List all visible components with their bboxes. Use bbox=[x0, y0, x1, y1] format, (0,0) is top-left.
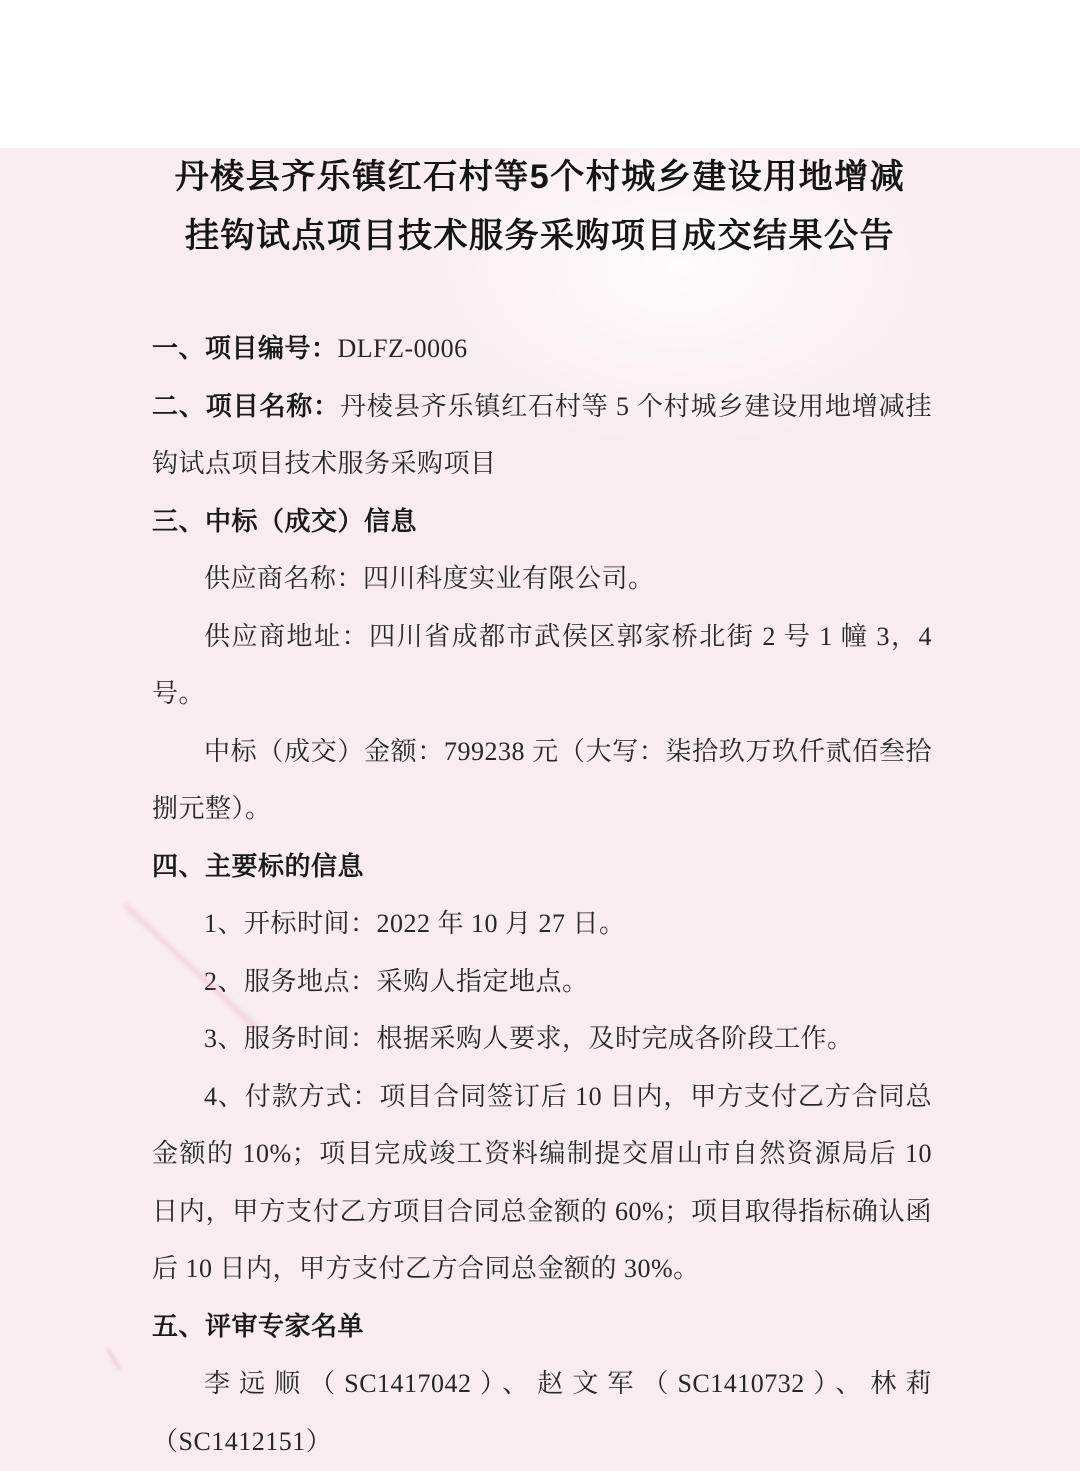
paragraph-supplier-address: 供应商地址：四川省成都市武侯区郭家桥北街 2 号 1 幢 3，4 号。 bbox=[152, 621, 932, 708]
section-heading-award-info: 三、中标（成交）信息 bbox=[152, 505, 418, 536]
paragraph-supplier-name: 供应商名称：四川科度实业有限公司。 bbox=[204, 564, 655, 593]
section-project-name bbox=[152, 378, 932, 493]
paragraph-award-amount: 中标（成交）金额：799238 元（大写：柒拾玖万玖仟贰佰叁拾捌元整）。 bbox=[152, 736, 932, 823]
paragraph-payment-terms: 4、付款方式：项目合同签订后 10 日内，甲方支付乙方合同总金额的 10%；项目完成竣工资料编制提交眉山市自然资源局后 10 日内，甲方支付乙方项目合同总金额的 60%；项目取得指标确认函后 10 日内，甲方支付乙方合同总金额的 30%。 bbox=[152, 1081, 932, 1283]
section-heading-project-number: 一、项目编号： bbox=[152, 333, 338, 363]
paragraph-service-location: 2、服务地点：采购人指定地点。 bbox=[204, 966, 589, 996]
document-page bbox=[0, 148, 1080, 1471]
project-number-value: DLFZ-0006 bbox=[337, 334, 468, 363]
document-title bbox=[88, 148, 992, 266]
paragraph-bid-opening-time: 1、开标时间：2022 年 10 月 27 日。 bbox=[204, 909, 626, 938]
document-body bbox=[152, 320, 932, 1470]
project-name-value: 丹棱县齐乐镇红石村等 5 个村城乡建设用地增减挂钩试点项目技术服务采购项目 bbox=[152, 391, 932, 478]
section-project-number bbox=[152, 320, 932, 378]
paragraph-service-time: 3、服务时间：根据采购人要求，及时完成各阶段工作。 bbox=[204, 1024, 854, 1053]
section-heading-expert-list: 五、评审专家名单 bbox=[152, 1310, 365, 1341]
section-heading-main-subject-info: 四、主要标的信息 bbox=[152, 850, 365, 881]
document-title-line-2: 挂钩试点项目技术服务采购项目成交结果公告 bbox=[185, 217, 895, 255]
scan-artifact-mark bbox=[106, 1347, 122, 1371]
document-title-line-1: 丹棱县齐乐镇红石村等5个村城乡建设用地增减 bbox=[174, 158, 906, 196]
paragraph-expert-names: 李远顺（SC1417042）、赵文军（SC1410732）、林莉（SC1412151） bbox=[152, 1369, 932, 1456]
section-heading-project-name: 二、项目名称： bbox=[152, 390, 341, 421]
